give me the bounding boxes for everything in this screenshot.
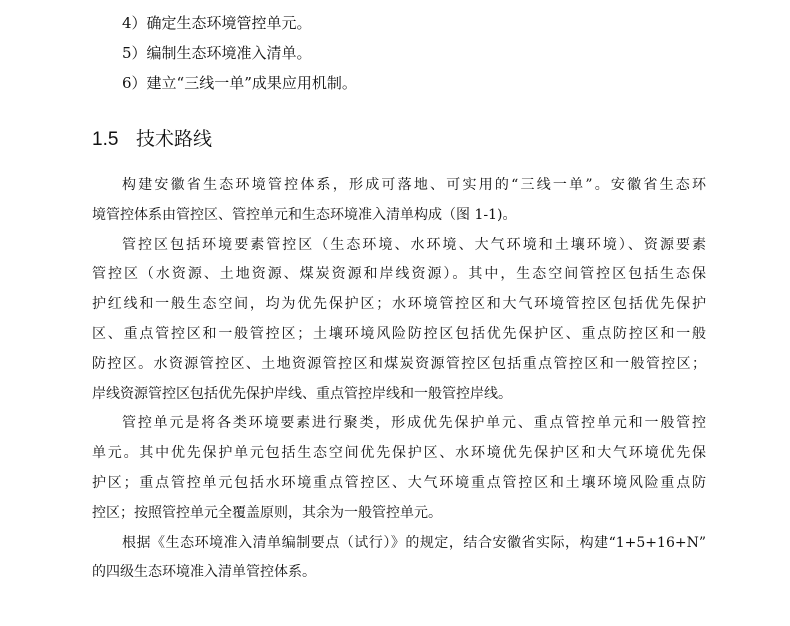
text-line: 防控区。水资源管控区、土地资源管控区和煤炭资源管控区包括重点管控区和一般管控区；	[92, 355, 706, 372]
text-line: 管控区（水资源、土地资源、煤炭资源和岸线资源）。其中，生态空间管控区包括生态保	[92, 266, 706, 283]
paragraph-access-list	[92, 529, 706, 589]
text-line: 的四级生态环境准入清单管控体系。	[92, 564, 316, 581]
section-number: 1.5	[92, 129, 119, 150]
text-line: 单元。其中优先保护单元包括生态空间优先保护区、水环境优先保护区和大气环境优先保	[92, 445, 706, 462]
text-line: 护区；重点管控单元包括水环境重点管控区、大气环境重点管控区和土壤环境风险重点防	[92, 474, 706, 491]
section-title: 技术路线	[136, 129, 213, 150]
text-line: 构建安徽省生态环境管控体系，形成可落地、可实用的“三线一单”。安徽省生态环	[122, 177, 706, 193]
text-line: 区、重点管控区和一般管控区；土壤环境风险防控区包括优先保护区、重点防控区和一般	[92, 325, 706, 342]
text-line: 根据《生态环境准入清单编制要点（试行）》的规定，结合安徽省实际，构建“1+5+16+N”	[122, 534, 706, 551]
paragraph-overview	[92, 171, 706, 231]
text-line: 管控单元是将各类环境要素进行聚类，形成优先保护单元、重点管控单元和一般管控	[122, 415, 706, 432]
text-line: 控区；按照管控单元全覆盖原则，其余为一般管控单元。	[92, 504, 442, 521]
text-line: 岸线资源管控区包括优先保护岸线、重点管控岸线和一般管控岸线。	[92, 385, 512, 402]
section-heading	[92, 125, 212, 155]
paragraph-control-units	[92, 409, 706, 528]
list-item: 6）建立“三线一单”成果应用机制。	[122, 74, 357, 92]
paragraph-control-zones	[92, 231, 706, 410]
text-line: 护红线和一般生态空间，均为优先保护区；水环境管控区和大气环境管控区包括优先保护	[92, 296, 706, 313]
list-item: 5）编制生态环境准入清单。	[122, 44, 312, 62]
body-text	[92, 171, 706, 588]
task-list	[122, 8, 742, 98]
text-line: 管控区包括环境要素管控区（生态环境、水环境、大气环境和土壤环境）、资源要素	[122, 236, 706, 253]
list-item: 4）确定生态环境管控单元。	[122, 14, 312, 32]
text-line: 境管控体系由管控区、管控单元和生态环境准入清单构成（图 1-1)。	[92, 206, 517, 223]
